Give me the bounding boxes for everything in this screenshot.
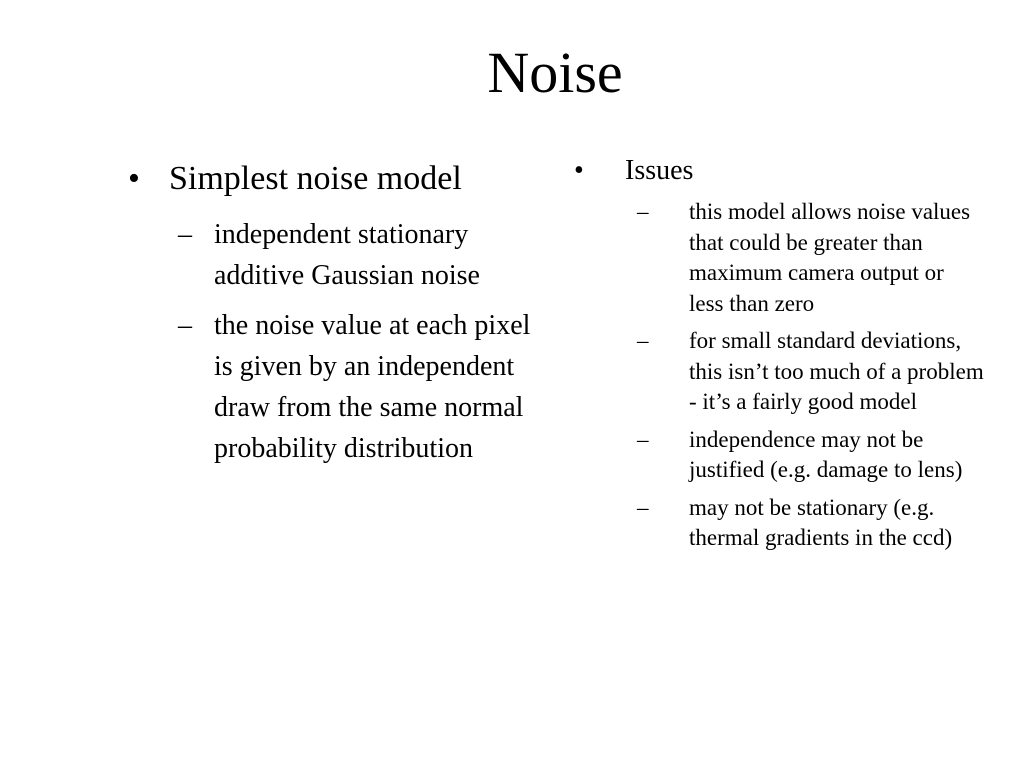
bullet-issues xyxy=(574,154,994,188)
dash-marker: – xyxy=(637,199,649,224)
bullet-text: Issues xyxy=(625,155,694,186)
sub-bullet-text: independence may not be justified (e.g. damage to lens) xyxy=(689,426,963,482)
sub-bullet-issue-small-std xyxy=(574,326,984,418)
bullet-simplest-noise-model xyxy=(128,158,548,200)
sub-bullet-text: independent stationary additive Gaussian noise xyxy=(214,219,480,291)
sub-bullet-text: for small standard deviations, this isn’t too much of a problem - it’s a fairly good model xyxy=(689,328,984,414)
sub-bullet-noise-type xyxy=(128,214,534,296)
bullet-marker: • xyxy=(574,155,584,186)
sub-bullet-text: this model allows noise values that could be greater than maximum camera output or less than zero xyxy=(689,199,971,316)
sub-bullet-issue-range xyxy=(574,197,984,319)
sub-bullet-issue-independence xyxy=(574,425,984,486)
dash-marker: – xyxy=(637,426,649,452)
sub-bullet-text: may not be stationary (e.g. thermal gradients in the ccd) xyxy=(689,494,953,550)
dash-marker: – xyxy=(178,219,192,250)
bullet-marker: • xyxy=(128,160,140,197)
sub-bullet-text: the noise value at each pixel is given by an independent draw from the same normal probability distribution xyxy=(214,310,531,464)
right-sub-list xyxy=(574,197,994,554)
left-column xyxy=(128,158,548,478)
sub-bullet-issue-stationary xyxy=(574,493,984,554)
right-column xyxy=(574,154,994,561)
slide-title: Noise xyxy=(487,40,623,105)
sub-bullet-noise-value xyxy=(128,305,534,469)
dash-marker: – xyxy=(178,310,192,341)
left-sub-list xyxy=(128,214,548,469)
bullet-text: Simplest noise model xyxy=(169,160,462,197)
dash-marker: – xyxy=(637,328,649,353)
dash-marker: – xyxy=(637,494,649,520)
